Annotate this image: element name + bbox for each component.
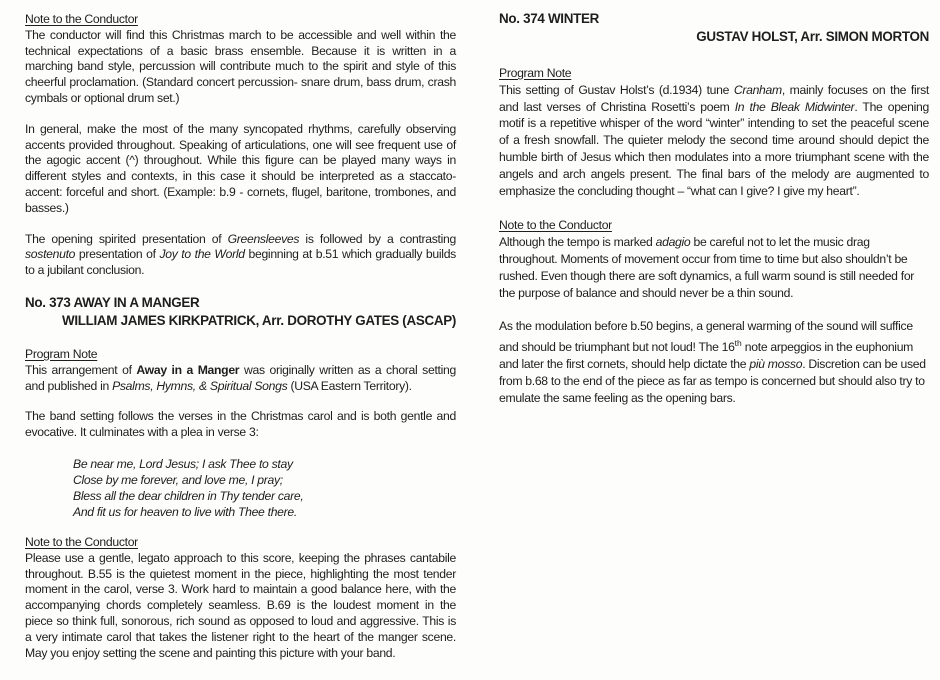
left-column [25,0,456,676]
paragraph-conductor-intro-3: The opening spirited presentation of Greensleeves is followed by a contrasting sostenuto presentation of Joy to the World beginning at b.51 which gradually builds to a jubilant conclusion. [25,231,456,278]
right-column [499,0,929,421]
section-heading-program-note-374: Program Note [499,66,572,80]
section-heading-note-to-conductor: Note to the Conductor [25,12,138,26]
piece-373-byline: WILLIAM JAMES KIRKPATRICK, Arr. DOROTHY GATES (ASCAP) [61,312,456,328]
section-heading-note-to-conductor-373: Note to the Conductor [25,534,138,549]
paragraph-program-note-373-2: The band setting follows the verses in the Christmas carol and is both gentle and evocative. It culminates with a plea in verse 3: [25,409,456,440]
section-heading-program-note-373: Program Note [25,346,98,361]
verse-line-2: Close by me forever, and love me, I pray; [73,472,283,487]
verse-line-4: And fit us for heaven to live with Thee there. [73,504,297,519]
verse-line-3: Bless all the dear children in Thy tender care, [73,488,304,503]
paragraph-conductor-note-374-1: Although the tempo is marked adagio be careful not to let the music drag throughout. Moments of movement occur from time to time but also shouldn’t be rushed. Even though there are soft dynamics, a full warm sound is still needed for the purpose of balance and should never be a thin sound. [499,235,915,300]
section-heading-note-to-conductor-374: Note to the Conductor [499,218,612,233]
paragraph-conductor-note-373: Please use a gentle, legato approach to this score, keeping the phrases cantabile throughout. B.55 is the quietest moment in the piece, highlighting the most tender moment in the carol, verse 3. Work hard to maintain a good balance here, with the accompanying chords completely seamless. B.69 is the loudest moment in the piece so think full, sonorous, rich sound as opposed to loud and aggressive. This is a very intimate carol that takes the listener right to the heart of the manger scene. May you enjoy setting the scene and painting this picture with your band. [25,550,456,660]
paragraph-conductor-note-374-2: As the modulation before b.50 begins, a general warming of the sound will suffice and should be triumphant but not loud! The 16th note arpeggios in the euphonium and later the first cornets, should help dictate the più mosso. Discretion can be used from b.68 to the end of the piece as far as tempo is concerned but should also try to emulate the same feeling as the opening bars. [499,319,926,405]
paragraph-program-note-374: This setting of Gustav Holst’s (d.1934) tune Cranham, mainly focuses on the first and last verses of Christina Rosetti’s poem In the Bleak Midwinter. The opening motif is a repetitive whisper of the word “winter” intending to set the peaceful scene of a fresh snowfall. The quieter melody the second time around should depict the humble birth of Jesus which then modulates into a more triumphant scene with the angels and arch angels present. The final bars of the melody are augmented to emphasize the concluding thought – “what can I give? I give my heart”. [499,82,930,198]
verse-line-1: Be near me, Lord Jesus; I ask Thee to stay [73,456,293,471]
paragraph-conductor-intro-2: In general, make the most of the many syncopated rhythms, carefully observing accents provided throughout. Speaking of articulations, one will see frequent use of the agogic accent (^) throughout. While this figure can be played many ways in different styles and contexts, in this case it should be interpreted as a staccato-accent: forceful and short. (Example: b.9 - cornets, flugel, baritone, trombones, and basses.) [25,121,456,215]
paragraph-conductor-intro-1: The conductor will find this Christmas march to be accessible and well within the technical expectations of a basic brass ensemble. Because it is written in a marching band style, percussion will contribute much to the spirit and style of this cheerful proclamation. (Standard concert percussion- snare drum, bass drum, crash cymbals or optional drum set.) [25,27,456,105]
verse-quote-block [73,456,456,520]
piece-374-byline: GUSTAV HOLST, Arr. SIMON MORTON [696,29,929,44]
piece-374-title: No. 374 WINTER [499,11,599,26]
piece-373-title: No. 373 AWAY IN A MANGER [25,294,200,310]
paragraph-program-note-373-1: This arrangement of Away in a Manger was originally written as a choral setting and published in Psalms, Hymns, & Spiritual Songs (USA Eastern Territory). [25,362,456,393]
